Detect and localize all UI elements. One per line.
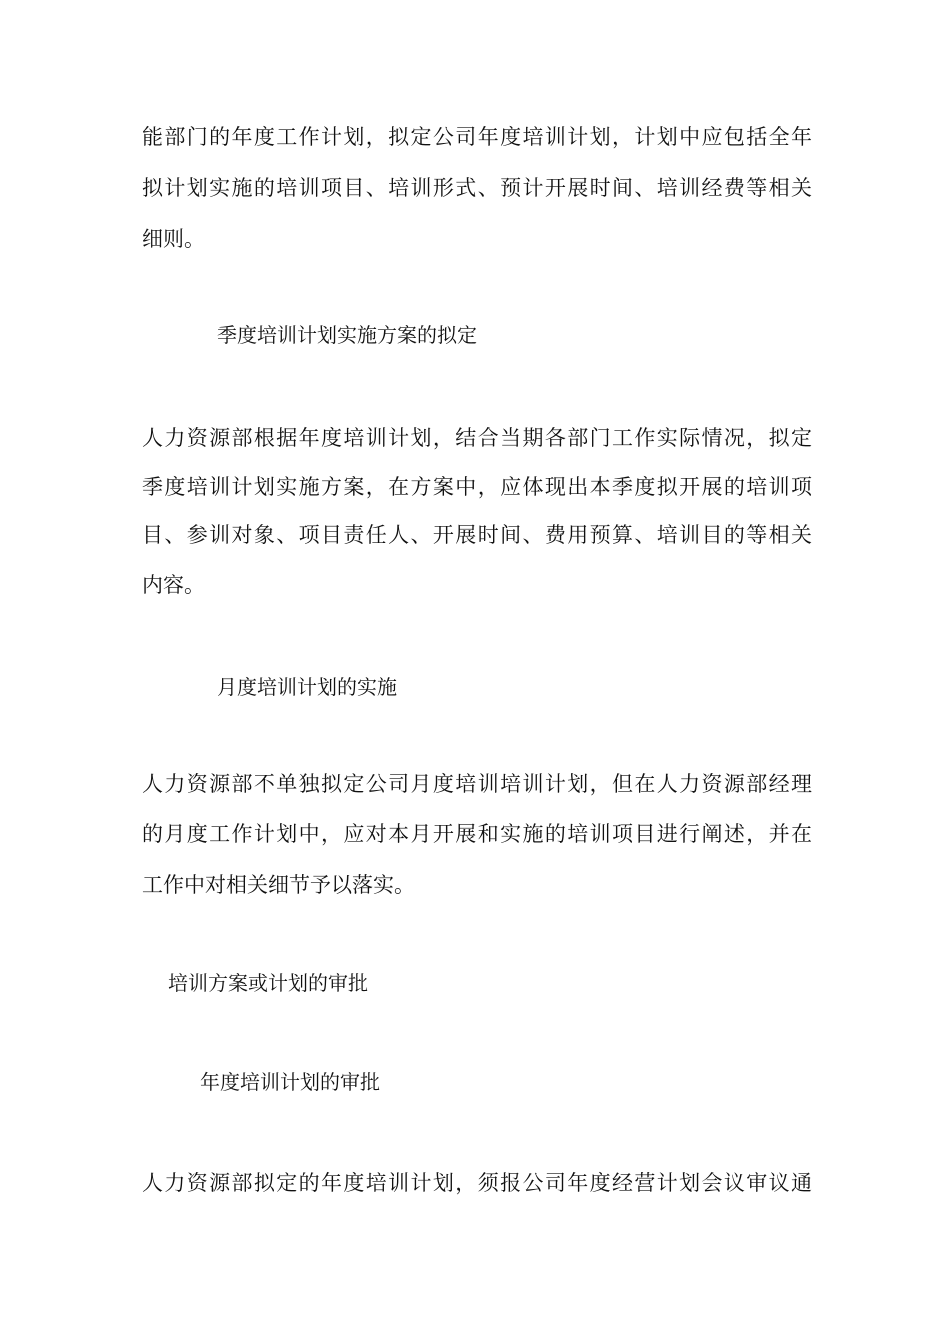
paragraph-line: 目、参训对象、项目责任人、开展时间、费用预算、培训目的等相关: [142, 523, 812, 547]
paragraph-line: 季度培训计划实施方案，在方案中，应体现出本季度拟开展的培训项: [142, 475, 812, 499]
paragraph-line: 工作中对相关细节予以落实。: [142, 873, 415, 897]
paragraph-line: 的月度工作计划中，应对本月开展和实施的培训项目进行阐述，并在: [142, 822, 812, 846]
section-heading-quarterly-plan: 季度培训计划实施方案的拟定: [217, 323, 477, 347]
paragraph-line: 细则。: [142, 227, 205, 251]
paragraph-line: 人力资源部拟定的年度培训计划，须报公司年度经营计划会议审议通: [142, 1171, 812, 1195]
section-heading-annual-approval: 年度培训计划的审批: [200, 1070, 380, 1094]
paragraph-line: 人力资源部不单独拟定公司月度培训培训计划，但在人力资源部经理: [142, 772, 812, 796]
paragraph-line: 拟计划实施的培训项目、培训形式、预计开展时间、培训经费等相关: [142, 176, 812, 200]
paragraph-line: 内容。: [142, 573, 205, 597]
paragraph-line: 人力资源部根据年度培训计划，结合当期各部门工作实际情况，拟定: [142, 426, 812, 450]
section-heading-approval: 培训方案或计划的审批: [168, 971, 368, 995]
section-heading-monthly-plan: 月度培训计划的实施: [217, 675, 397, 699]
paragraph-line: 能部门的年度工作计划，拟定公司年度培训计划，计划中应包括全年: [142, 125, 812, 149]
